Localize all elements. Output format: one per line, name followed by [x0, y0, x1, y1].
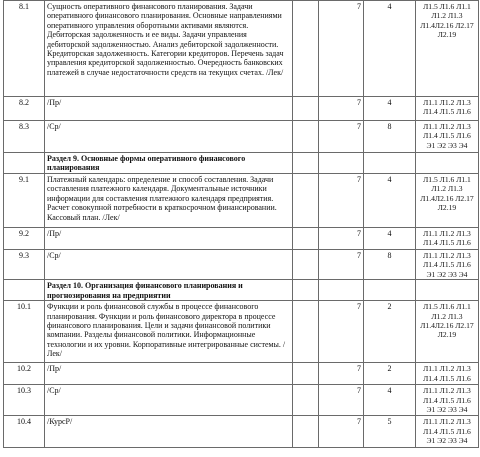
lesson-number: 10.1: [4, 301, 45, 363]
table-row: [4, 228, 479, 250]
lesson-topic: Платежный календарь: определение и способ составления. Задачи составления платежного календаря. Документальные источники информации для составления платежного календаря предприятия. Расчет совокупной потребности в краткосрочном финансировании. Кассовый план. /Лек/: [45, 174, 293, 228]
literature-refs: [416, 301, 479, 363]
lesson-topic: /КурсР/: [45, 416, 293, 448]
empty-cell: [293, 121, 319, 153]
empty-cell: [293, 97, 319, 121]
lesson-number: 10.3: [4, 385, 45, 416]
refs-text: Л1.5 Л1.6 Л1.1 Л1.2 Л1.3 Л1.4Л2.16 Л2.17 Л2.19: [420, 302, 474, 340]
refs-text: Л1.1 Л1.2 Л1.3 Л1.4 Л1.5 Л1.6: [423, 386, 471, 405]
literature-refs: [416, 174, 479, 228]
hours: 2: [364, 301, 416, 363]
section-title: Раздел 9. Основные формы оперативного финансового планирования: [45, 153, 293, 174]
literature-refs: [416, 1, 479, 97]
empty-cell: [364, 153, 416, 174]
table-row: [4, 1, 479, 97]
lesson-topic: Сущность оперативного финансового планирования. Задачи оперативного финансового планирования. Основные направлениями оперативного управления оборотными активами являются. Дебиторская задолженность и ее виды. Задачи управления дебиторской задолженностью. Анализ дебиторской задолженности. Кредиторская задолженность. Категории кредиторов. Перечень задач управления кредиторской задолженностью. Очередность банковских платежей в случае недостаточности средств на текущих счетах. /Лек/: [45, 1, 293, 97]
hours: 5: [364, 416, 416, 448]
literature-refs: [416, 97, 479, 121]
table-row: [4, 301, 479, 363]
empty-cell: [293, 1, 319, 97]
curriculum-table: [3, 0, 479, 448]
competencies: Э1 Э2 Э3 Э4: [426, 405, 468, 415]
lesson-number: 9.1: [4, 174, 45, 228]
lesson-topic: Функции и роль финансовой службы в процессе финансового планирования. Функции и роль финансового директора в процессе финансового планирования. Цели и задачи финансовой политики компании. Разделы финансовой политики. Информационные технологии и их уровни. Корпоративные интегрированные системы. /Лек/: [45, 301, 293, 363]
competencies: Э1 Э2 Э3 Э4: [426, 269, 468, 279]
literature-refs: [416, 363, 479, 385]
empty-cell: [4, 280, 45, 301]
empty-cell: [293, 301, 319, 363]
semester: 7: [319, 301, 364, 363]
literature-refs: [416, 416, 479, 448]
hours: 4: [364, 97, 416, 121]
table-row: [4, 97, 479, 121]
empty-cell: [416, 280, 479, 301]
lesson-topic: /Пр/: [45, 228, 293, 250]
lesson-topic: /Пр/: [45, 97, 293, 121]
semester: 7: [319, 174, 364, 228]
lesson-number: 8.2: [4, 97, 45, 121]
hours: 4: [364, 174, 416, 228]
table-row: [4, 250, 479, 280]
refs-text: Л1.5 Л1.6 Л1.1 Л1.2 Л1.3 Л1.4Л2.16 Л2.17 Л2.19: [420, 2, 474, 40]
empty-cell: [293, 153, 319, 174]
section-row: [4, 153, 479, 174]
refs-text: Л1.1 Л1.2 Л1.3 Л1.4 Л1.5 Л1.6: [423, 98, 471, 117]
literature-refs: [416, 228, 479, 250]
lesson-number: 10.2: [4, 363, 45, 385]
refs-text: Л1.1 Л1.2 Л1.3 Л1.4 Л1.5 Л1.6: [423, 122, 471, 141]
empty-cell: [4, 153, 45, 174]
refs-text: Л1.1 Л1.2 Л1.3 Л1.4 Л1.5 Л1.6: [423, 229, 471, 248]
empty-cell: [319, 153, 364, 174]
semester: 7: [319, 121, 364, 153]
empty-cell: [293, 363, 319, 385]
literature-refs: [416, 250, 479, 280]
semester: 7: [319, 250, 364, 280]
competencies: Э1 Э2 Э3 Э4: [426, 436, 468, 446]
lesson-number: 8.1: [4, 1, 45, 97]
lesson-number: 9.2: [4, 228, 45, 250]
refs-text: Л1.1 Л1.2 Л1.3 Л1.4 Л1.5 Л1.6: [423, 417, 471, 436]
hours: 4: [364, 385, 416, 416]
refs-text: Л1.1 Л1.2 Л1.3 Л1.4 Л1.5 Л1.6: [423, 251, 471, 270]
table-row: [4, 385, 479, 416]
lesson-number: 8.3: [4, 121, 45, 153]
hours: 8: [364, 121, 416, 153]
table-row: [4, 174, 479, 228]
semester: 7: [319, 1, 364, 97]
refs-text: Л1.1 Л1.2 Л1.3 Л1.4 Л1.5 Л1.6: [423, 364, 471, 383]
empty-cell: [293, 280, 319, 301]
empty-cell: [293, 416, 319, 448]
literature-refs: [416, 385, 479, 416]
semester: 7: [319, 97, 364, 121]
hours: 8: [364, 250, 416, 280]
empty-cell: [364, 280, 416, 301]
empty-cell: [416, 153, 479, 174]
empty-cell: [293, 174, 319, 228]
empty-cell: [293, 228, 319, 250]
lesson-number: 10.4: [4, 416, 45, 448]
semester: 7: [319, 228, 364, 250]
semester: 7: [319, 416, 364, 448]
refs-text: Л1.5 Л1.6 Л1.1 Л1.2 Л1.3 Л1.4Л2.16 Л2.17 Л2.19: [420, 175, 474, 213]
hours: 4: [364, 228, 416, 250]
lesson-topic: /Ср/: [45, 121, 293, 153]
section-row: [4, 280, 479, 301]
lesson-number: 9.3: [4, 250, 45, 280]
hours: 4: [364, 1, 416, 97]
hours: 2: [364, 363, 416, 385]
competencies: Э1 Э2 Э3 Э4: [426, 140, 468, 150]
semester: 7: [319, 363, 364, 385]
table-row: [4, 416, 479, 448]
lesson-topic: /Ср/: [45, 385, 293, 416]
empty-cell: [319, 280, 364, 301]
lesson-topic: /Ср/: [45, 250, 293, 280]
literature-refs: [416, 121, 479, 153]
lesson-topic: /Пр/: [45, 363, 293, 385]
section-title: Раздел 10. Организация финансового планирования и прогнозирования на предприятии: [45, 280, 293, 301]
empty-cell: [293, 250, 319, 280]
table-row: [4, 363, 479, 385]
semester: 7: [319, 385, 364, 416]
curriculum-table-body: [4, 1, 479, 448]
table-row: [4, 121, 479, 153]
empty-cell: [293, 385, 319, 416]
